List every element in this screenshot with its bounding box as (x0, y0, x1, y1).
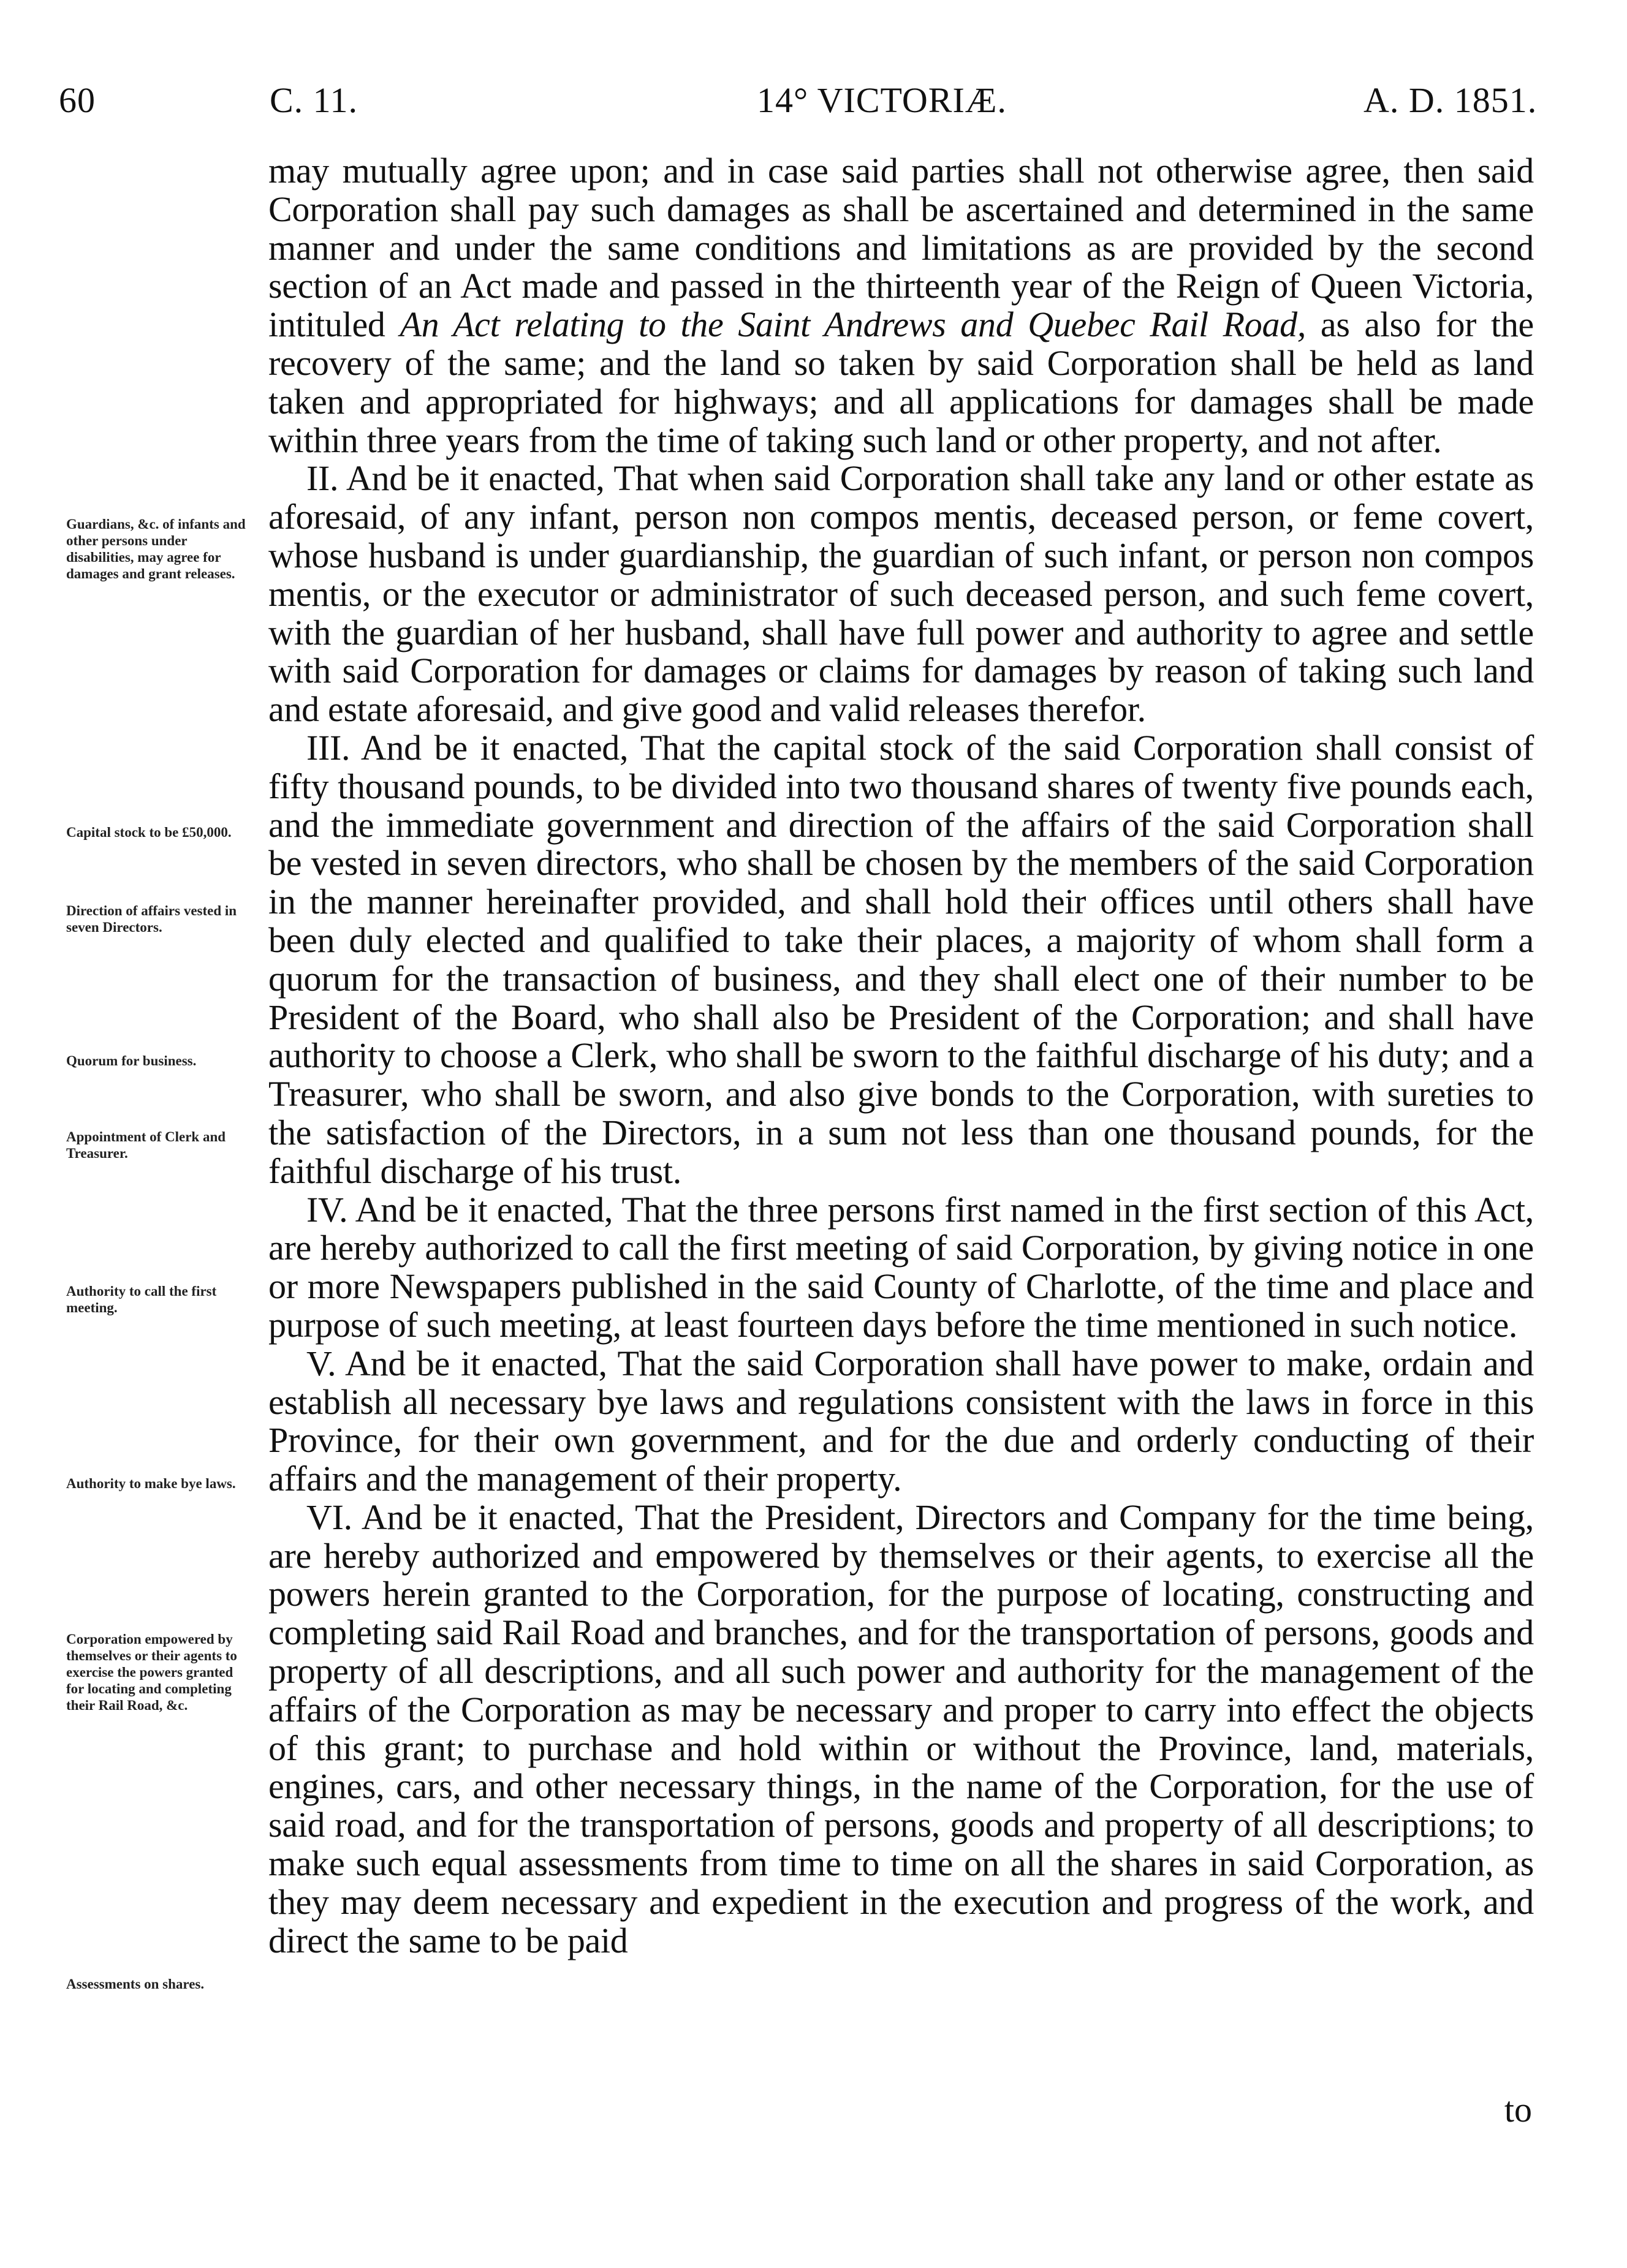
section-v: V. And be it enacted, That the said Corporation shall have power to make, ordain and establish all necessary bye laws and regulations consistent with the laws in force in this Province, for their own government, and for the due and orderly conducting of their affairs and the management of their property. (268, 1343, 1534, 1499)
marginal-note-quorum: Quorum for business. (66, 1053, 197, 1068)
section-vi: VI. And be it enacted, That the President, Directors and Company for the time being, are hereby authorized and empowered by themselves or their agents, to exercise all the powers herein granted to the Corporation, for the purpose of locating, constructing and completing said Rail Road and branches, and for the transportation of persons, goods and property of all descriptions, and all such power and authority for the management of the affairs of the Corporation as may be necessary and proper to carry into effect the objects of this grant; to purchase and hold within or without the Province, land, materials, engines, cars, and other necessary things, in the name of the Corporation, for the use of said road, and for the transportation of persons, goods and property of all descriptions; to make such equal assessments from time to time on all the shares in said Corporation, as they may deem necessary and expedient in the execution and progress of the work, and direct the same to be paid (268, 1497, 1534, 1960)
marginal-note-bye-laws: Authority to make bye laws. (66, 1476, 236, 1491)
statute-text (268, 152, 1534, 1960)
marginal-note-capital-stock: Capital stock to be £50,000. (66, 825, 232, 840)
marginal-note-first-meeting: Authority to call the first meeting. (66, 1283, 217, 1315)
act-title: An Act relating to the Saint Andrews and Quebec Rail Road, (400, 304, 1307, 345)
regnal-year: 14° VICTORIÆ. (757, 80, 1007, 120)
marginal-note-directors: Direction of affairs vested in seven Directors. (66, 903, 237, 935)
page-number: 60 (59, 80, 96, 120)
section-iv: IV. And be it enacted, That the three persons first named in the first section of this Act, are hereby authorized to call the first meeting of said Corporation, by giving notice in one or more Newspapers published in the said County of Charlotte, of the time and place and purpose of such meeting, at least fourteen days before the time mentioned in such notice. (268, 1189, 1534, 1345)
section-ii: II. And be it enacted, That when said Corporation shall take any land or other estate as aforesaid, of any infant, person non compos mentis, deceased person, or feme covert, whose husband is under guardianship, the guardian of such infant, or person non compos mentis, or the executor or administrator of such deceased person, and such feme covert, with the guardian of her husband, shall have full power and authority to agree and settle with said Corporation for damages or claims for damages by reason of taking such land and estate aforesaid, and give good and valid releases therefor. (268, 458, 1534, 730)
marginal-note-corporation-powers: Corporation empowered by themselves or their agents to exercise the powers granted for locating and completing their Rail Road, &c. (66, 1631, 237, 1713)
running-header (0, 80, 1627, 129)
catchword: to (1504, 2090, 1532, 2130)
marginal-note-guardians: Guardians, &c. of infants and other persons under disabilities, may agree for damages and grant releases. (66, 516, 246, 581)
paragraph-text: as also for the recovery of the same; and the land so taken by said Corporation shall be held as land taken and appropriated for highways; and all applications for damages shall be made within three years from the time of taking such land or other property, and not after. (268, 304, 1534, 460)
paragraph-text: may mutually agree upon; and in case said parties shall not otherwise agree, then said Corporation shall pay such damages as shall be ascertained and determined in the same manner and under the same conditions and limitations as are provided by the second section of an Act made and passed in the thirteenth year of the Reign of Queen Victoria, intituled (268, 151, 1534, 345)
chapter-number: C. 11. (270, 80, 358, 120)
calendar-year: A. D. 1851. (1363, 80, 1538, 120)
section-iii: III. And be it enacted, That the capital stock of the said Corporation shall consist of fifty thousand pounds, to be divided into two thousand shares of twenty five pounds each, and the immediate government and direction of the affairs of the said Corporation shall be vested in seven directors, who shall be chosen by the members of the said Corporation in the manner hereinafter provided, and shall hold their offices until others shall have been duly elected and qualified to take their places, a majority of whom shall form a quorum for the transaction of business, and they shall elect one of their number to be President of the Board, who shall also be President of the Corporation; and shall have authority to choose a Clerk, who shall be sworn to the faithful discharge of his duty; and a Treasurer, who shall be sworn, and also give bonds to the Corporation, with sureties to the satisfaction of the Directors, in a sum not less than one thousand pounds, for the faithful discharge of his trust. (268, 727, 1534, 1191)
marginal-note-clerk-treasurer: Appointment of Clerk and Treasurer. (66, 1129, 226, 1161)
paragraph-continuation (268, 152, 1534, 459)
marginal-note-assessments: Assessments on shares. (66, 1976, 205, 1992)
